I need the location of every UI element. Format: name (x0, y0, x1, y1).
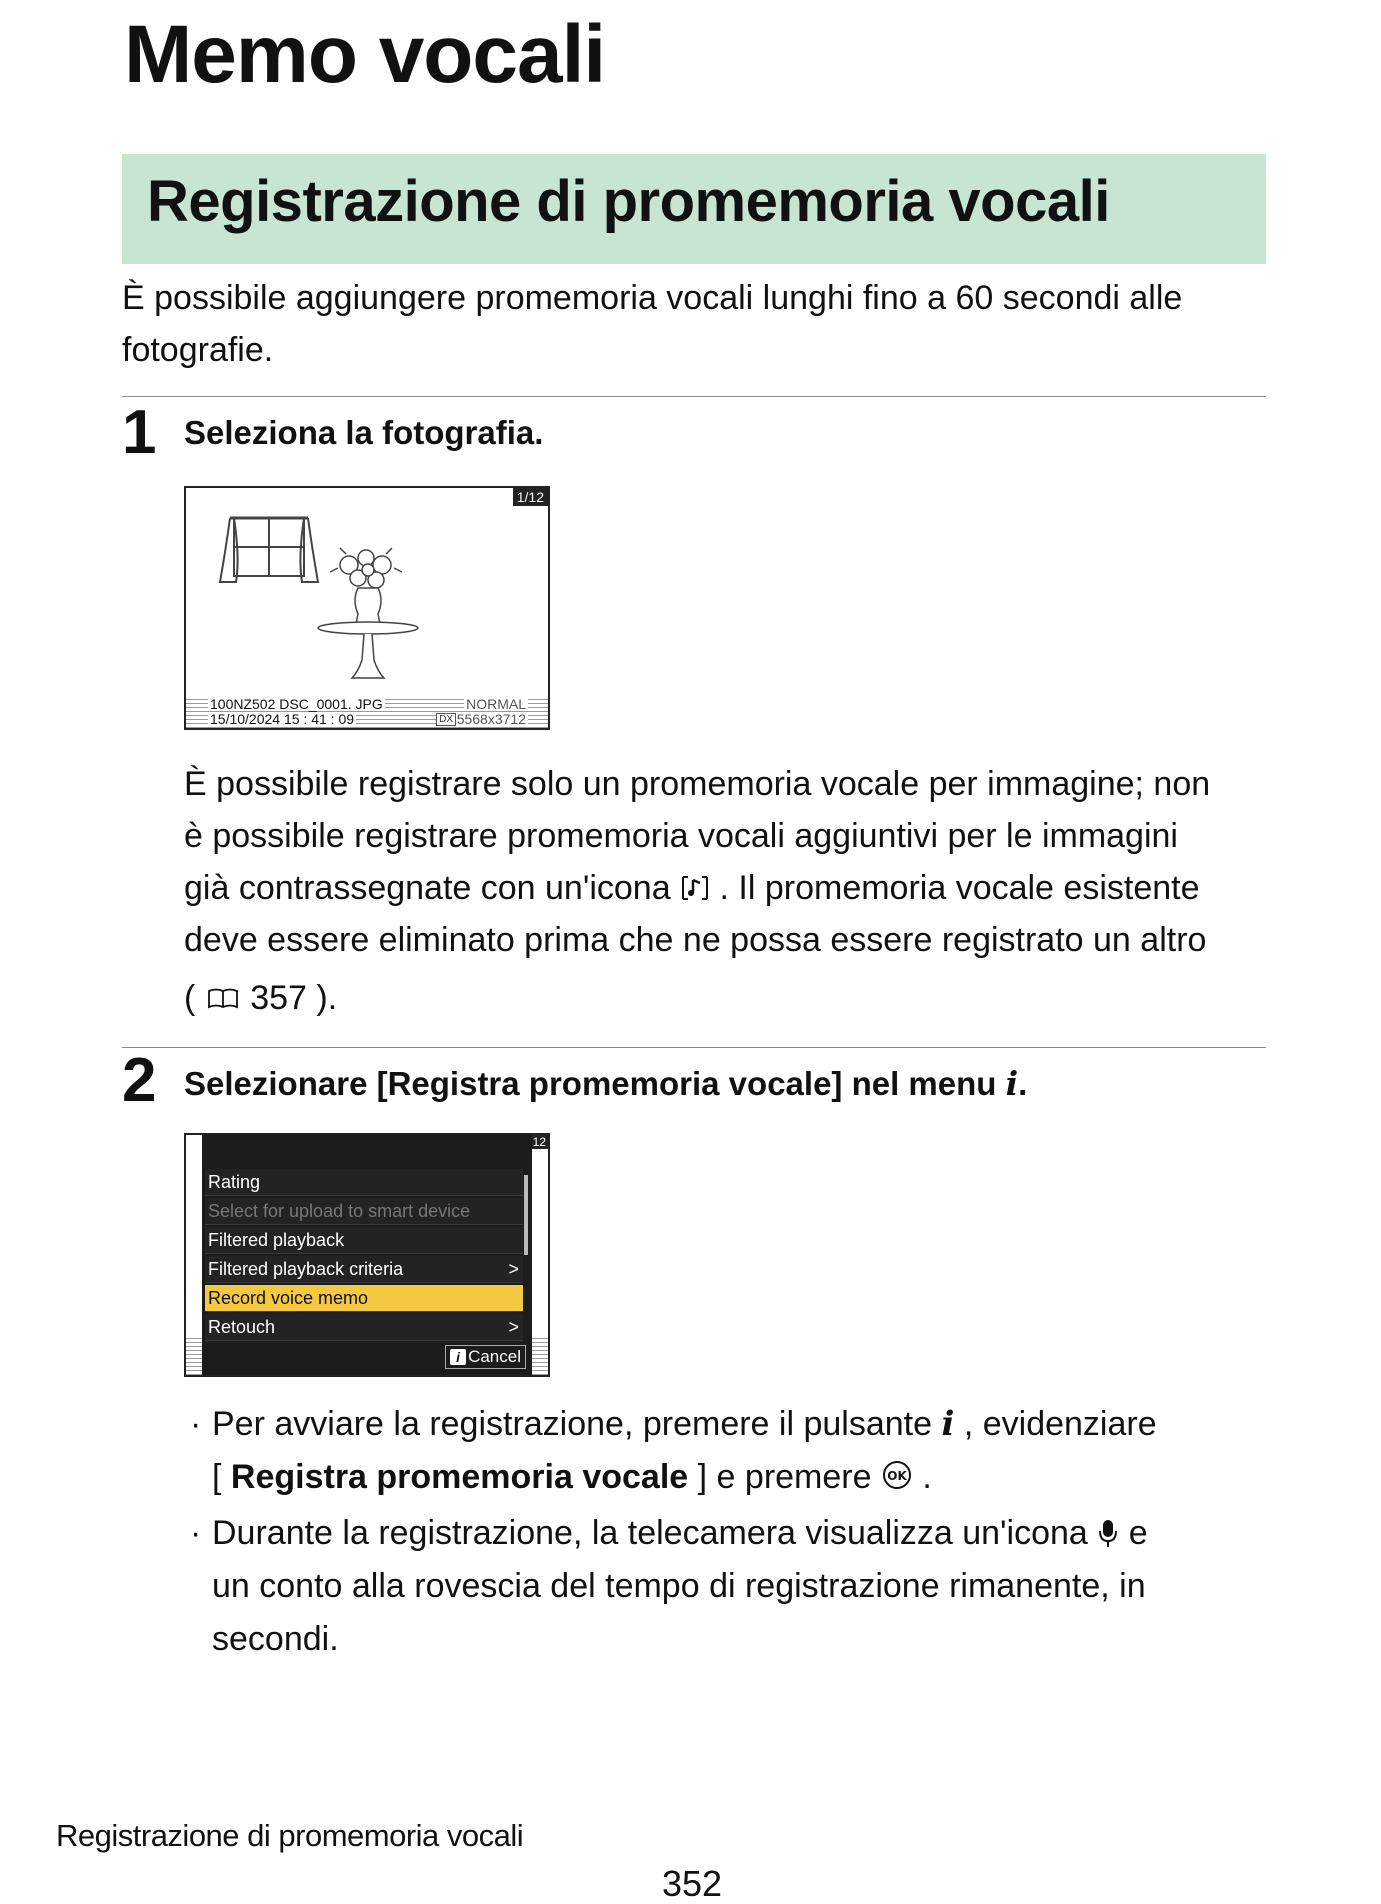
cancel-label: Cancel (468, 1347, 521, 1366)
ok-button-icon (881, 1459, 913, 1491)
bullet-text-part: Per avviare la registrazione, premere il pulsante (212, 1405, 933, 1443)
microphone-icon (1097, 1517, 1119, 1549)
date-time: 15/10/2024 15 : 41 : 09 (210, 711, 355, 727)
image-info-bar (186, 696, 548, 728)
chevron-right-icon: > (508, 1317, 519, 1337)
note-line (184, 972, 1274, 1024)
step-number: 1 (122, 398, 157, 467)
camera-playback-screen (184, 486, 550, 730)
step-title-end: . (1018, 1065, 1028, 1102)
bullet-text-part: , evidenziare (963, 1405, 1157, 1443)
bullet-dot: · (190, 1514, 202, 1552)
note-line: deve essere eliminato prima che ne possa essere registrato un altro (184, 921, 1207, 959)
bullet-text (212, 1507, 1272, 1666)
menu-item-rating[interactable]: Rating (205, 1169, 523, 1196)
step-number: 2 (122, 1046, 157, 1115)
bullet-text-part: secondi. (212, 1620, 339, 1658)
i-button-icon: 𝒊 (941, 1404, 955, 1444)
divider (122, 396, 1266, 397)
svg-text:OK: OK (887, 1469, 907, 1483)
frame-counter: 12 (532, 1135, 546, 1149)
camera-i-menu-screen (184, 1133, 550, 1377)
page-title: Memo vocali (124, 9, 606, 100)
step-title: Seleziona la fotografia. (184, 414, 544, 451)
menu-item-reference: Registra promemoria vocale (230, 1458, 689, 1496)
cancel-button[interactable] (445, 1345, 526, 1369)
image-area-icon: DX (436, 713, 456, 726)
intro-paragraph (122, 272, 1262, 376)
image-size: 5568x3712 (456, 711, 526, 727)
bullet-dot: · (190, 1405, 202, 1443)
i-key-icon: i (450, 1349, 466, 1365)
bullet-text (212, 1398, 1272, 1504)
bullet-text-part: [ (212, 1458, 222, 1496)
note-text: ). (316, 979, 338, 1017)
note-text: . Il promemoria vocale esistente (719, 869, 1200, 907)
bullet-text-part: ] e premere (697, 1458, 872, 1496)
bullet-text-part: Durante la registrazione, la telecamera visualizza un'icona (212, 1514, 1088, 1552)
i-button-icon: 𝒊 (1005, 1064, 1019, 1103)
footer-section-name: Registrazione di promemoria vocali (56, 1818, 524, 1853)
intro-line: È possibile aggiungere promemoria vocali lunghi fino a 60 secondi alle (122, 279, 1183, 317)
voice-memo-icon (680, 873, 710, 903)
frame-counter: 1/12 (513, 488, 548, 506)
page-reference-link[interactable]: 357 (250, 979, 307, 1017)
page-number: 352 (662, 1863, 723, 1904)
folder-file-name: 100NZ502 DSC_0001. JPG (210, 696, 383, 712)
step1-note (184, 758, 1274, 1024)
menu-item-retouch[interactable]: Retouch > (205, 1314, 523, 1341)
note-text: già contrassegnate con un'icona (184, 869, 671, 907)
menu-item-filtered-playback-criteria[interactable]: Filtered playback criteria > (205, 1256, 523, 1283)
bullet-text-part: e (1128, 1514, 1148, 1552)
menu-scrollbar[interactable] (524, 1175, 528, 1255)
image-quality: NORMAL (466, 696, 526, 712)
note-line: È possibile registrare solo un promemoria vocale per immagine; non (184, 765, 1211, 803)
divider (122, 1047, 1266, 1048)
bullet-text-part: un conto alla rovescia del tempo di registrazione rimanente, in (212, 1567, 1146, 1605)
chevron-right-icon: > (508, 1259, 519, 1279)
intro-line: fotografie. (122, 331, 274, 369)
step-title (184, 1064, 1027, 1103)
bullet-text-part: . (922, 1458, 932, 1496)
menu-item-select-for-upload: Select for upload to smart device (205, 1198, 523, 1225)
step-title-text: Selezionare [Registra promemoria vocale] nel menu (184, 1065, 997, 1102)
still-life-illustration (186, 488, 548, 696)
note-text: ( (184, 979, 196, 1017)
section-heading: Registrazione di promemoria vocali (147, 169, 1110, 234)
menu-item-filtered-playback[interactable]: Filtered playback (205, 1227, 523, 1254)
note-line: è possibile registrare promemoria vocali aggiuntivi per le immagini (184, 817, 1178, 855)
page-reference-icon (205, 985, 241, 1013)
note-line (184, 862, 1274, 914)
i-menu (202, 1135, 532, 1375)
menu-item-record-voice-memo[interactable]: Record voice memo (205, 1285, 523, 1312)
